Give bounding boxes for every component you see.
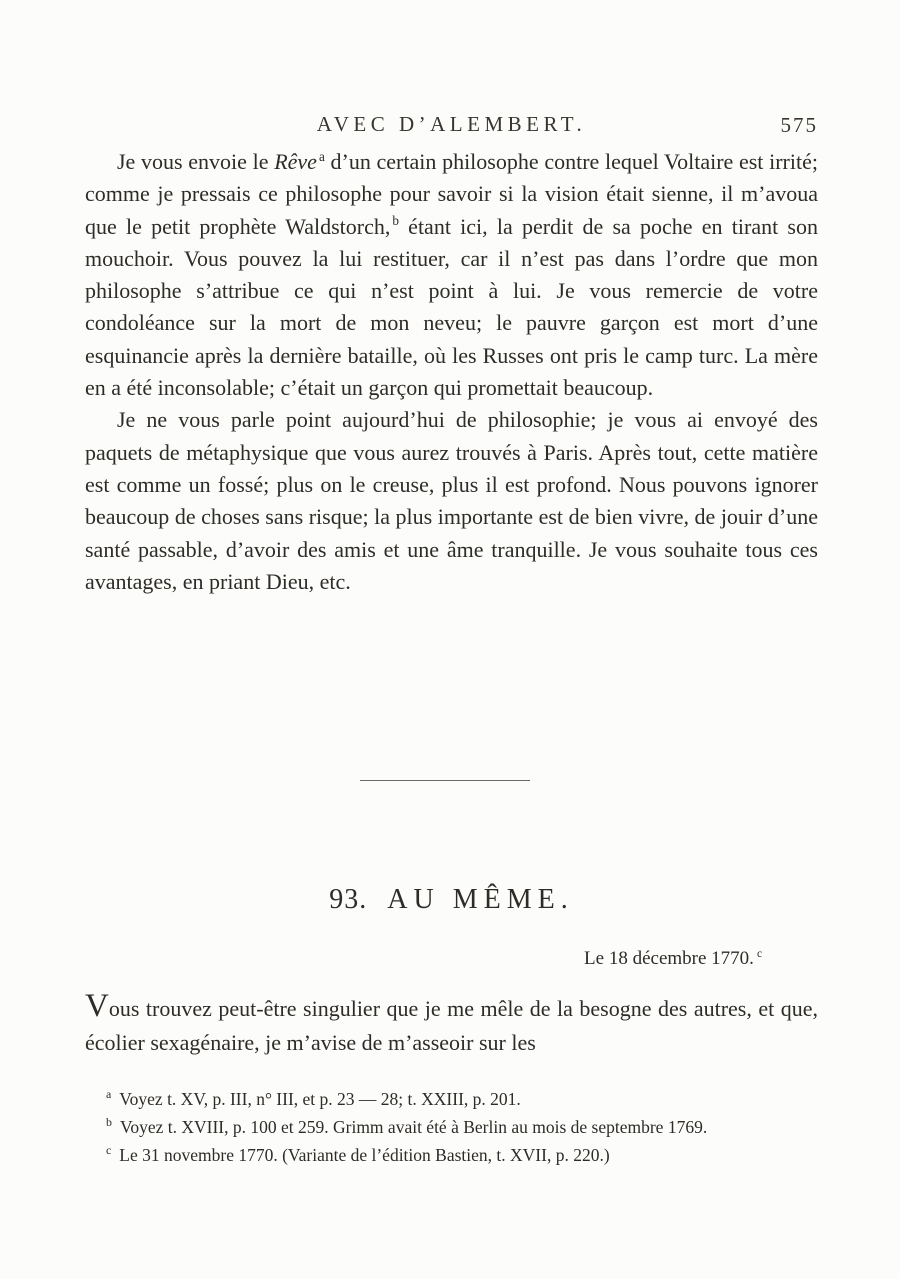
footnote-marker-c: c (106, 1142, 112, 1157)
header-title: AVEC D’ALEMBERT. (316, 112, 587, 136)
paragraph-1-text: Je vous envoie le (117, 149, 275, 174)
footnote-ref-c: c (756, 947, 762, 960)
footnote-marker-b: b (106, 1114, 112, 1129)
letter-number: 93. (329, 884, 368, 915)
paragraph-1-text: d’un certain philosophe contre lequel Voltaire est irrité; comme je pressais ce philosophe pour savoir si la vision était sienne, il m’avoua que le petit prophète Waldstorch, (85, 149, 818, 239)
page-number: 575 (780, 113, 818, 137)
footnote-a-text: Voyez t. XV, p. III, n° III, et p. 23 — 28; t. XXIII, p. 201. (119, 1089, 521, 1109)
paragraph-1-text: étant ici, la perdit de sa poche en tirant son mouchoir. Vous pouvez la lui restituer, car il n’est pas dans l’ordre que mon philosophe s’attribue ce qui n’est point à lui. Je vous remercie de votre condoléance sur la mort de mon neveu; le pauvre garçon est mort d’une esquinancie après la dernière bataille, où les Russes ont pris le camp turc. La mère en a été inconsolable; c’était un garçon qui promettait beaucoup. (85, 213, 818, 401)
footnote-b-text: Voyez t. XVIII, p. 100 et 259. Grimm avait été à Berlin au mois de septembre 1769. (119, 1116, 708, 1137)
letter-title: AU MÊME. (387, 884, 574, 915)
paragraph-2: Je ne vous parle point aujourd’hui de philosophie; je vous ai envoyé des paquets de métaphysique que vous aurez trouvés à Paris. Après tout, cette matière est comme un fossé; plus on le creuse, plus il est profond. Nous pouvons ignorer beaucoup de choses sans risque; la plus importante est de bien vivre, de jouir d’une santé passable, d’avoir des amis et une âme tranquille. Je vous souhaite tous ces avantages, en priant Dieu, etc. (85, 407, 818, 594)
footnotes (106, 1086, 820, 1169)
footnote-c (106, 1142, 820, 1170)
dateline (85, 948, 762, 970)
footnote-b (106, 1114, 820, 1142)
footnote-a (106, 1086, 820, 1114)
paragraph-3 (85, 988, 818, 1060)
work-title-italic: Rêve (274, 149, 317, 174)
running-header (85, 112, 818, 142)
footnote-ref-a: a (318, 148, 325, 164)
section-divider (360, 780, 530, 781)
initial-capital: V (85, 988, 109, 1024)
footnote-ref-b: b (392, 213, 399, 229)
dateline-text: Le 18 décembre 1770. (584, 948, 754, 969)
section-heading (85, 884, 818, 916)
footnote-marker-a: a (106, 1087, 112, 1102)
paragraph-3-text: ous trouvez peut-être singulier que je me mêle de la besogne des autres, et que, écolier sexagénaire, je m’avise de m’asseoir sur les (85, 996, 818, 1055)
paragraph-1 (85, 146, 818, 404)
letter-93-opening (85, 988, 818, 1060)
footnote-c-text: Le 31 novembre 1770. (Variante de l’édition Bastien, t. XVII, p. 220.) (119, 1144, 610, 1165)
letter-body (85, 146, 818, 598)
